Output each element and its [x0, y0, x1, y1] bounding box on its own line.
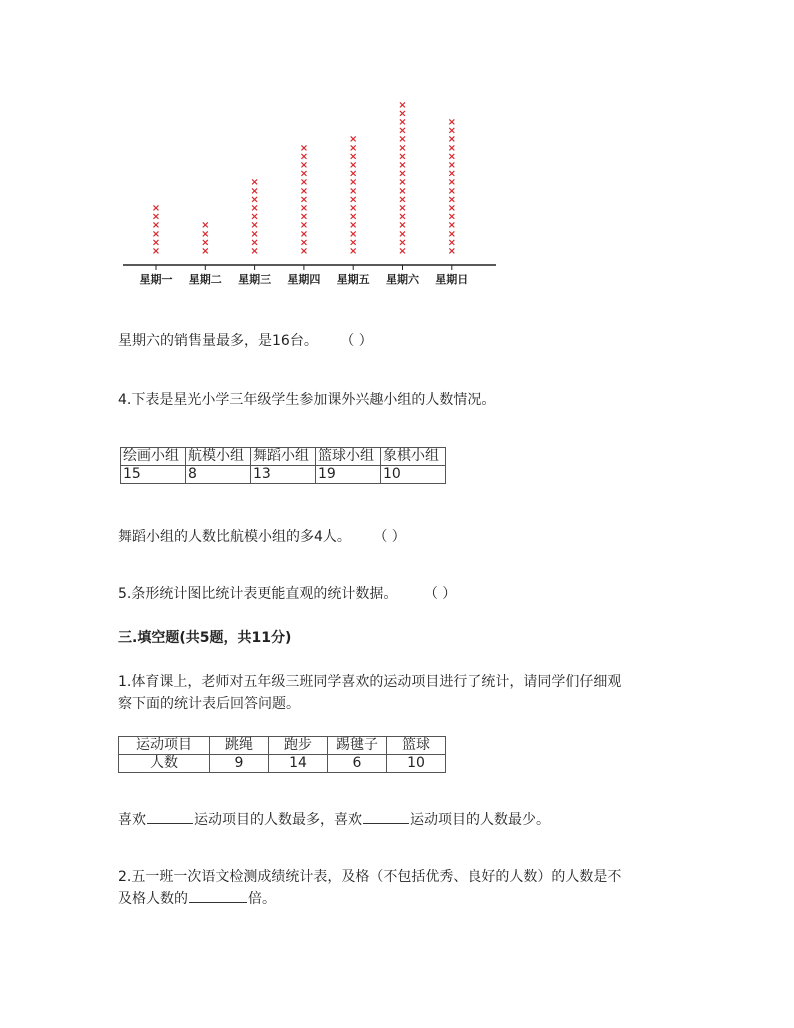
chart-column [349, 134, 357, 257]
q4-statement: 舞蹈小组的人数比航模小组的多4人。 [118, 529, 351, 545]
chart-marker: × [398, 125, 407, 137]
q3-statement: 星期六的销售量最多，是16台。 [118, 333, 318, 349]
chart-marker: × [349, 160, 358, 171]
chart-column [398, 100, 406, 257]
chart-marker: × [349, 177, 358, 189]
q5-answer-paren[interactable]: （ ） [423, 586, 457, 602]
q4-answer-paren[interactable]: （ ） [373, 529, 406, 545]
chart-marker: × [349, 237, 358, 249]
fq1-answer-part2: 运动项目的人数最多，喜欢 [194, 812, 362, 828]
fq1-line2: 察下面的统计表后回答问题。 [118, 696, 300, 712]
chart-marker: × [299, 203, 309, 214]
chart-marker: × [398, 185, 407, 197]
chart-marker: × [398, 134, 407, 146]
chart-marker: × [201, 220, 210, 232]
chart-marker: × [398, 194, 407, 206]
chart-marker: × [250, 177, 259, 189]
fq1-answer-part3: 运动项目的人数最少。 [410, 812, 550, 828]
chart-marker: × [151, 220, 161, 232]
chart-marker: × [447, 211, 456, 223]
table-header-cell: 篮球小组 [316, 448, 381, 466]
chart-marker: × [398, 228, 407, 240]
chart-marker: × [447, 151, 456, 163]
table-cell: 8 [186, 466, 251, 484]
section3-title: 三.填空题(共5题，共11分) [118, 630, 292, 646]
table-cell: 19 [316, 466, 381, 484]
table-cell: 15 [121, 466, 186, 484]
chart-marker: × [299, 151, 309, 163]
chart-marker: × [349, 194, 358, 206]
chart-marker: × [447, 203, 456, 214]
chart-marker: × [299, 142, 309, 154]
table-header-cell: 航模小组 [186, 448, 251, 466]
chart-category-label: 星期六 [386, 273, 419, 286]
q3-answer-paren[interactable]: （ ） [340, 333, 373, 349]
chart-marker: × [447, 125, 456, 137]
chart-marker: × [250, 185, 259, 197]
chart-column [201, 220, 209, 257]
chart-marker: × [250, 246, 259, 257]
chart-marker: × [201, 237, 210, 249]
table-header-cell: 舞蹈小组 [251, 448, 316, 466]
chart-marker: × [447, 220, 456, 232]
chart-marker: × [299, 160, 309, 171]
chart-marker: × [349, 220, 358, 232]
fq1-blank-most[interactable] [147, 809, 193, 824]
chart-marker: × [299, 168, 309, 180]
chart-marker: × [299, 228, 309, 240]
table-header-cell: 踢毽子 [328, 737, 387, 755]
chart-marker: × [250, 211, 259, 223]
table-cell: 10 [387, 755, 446, 773]
table-header-cell: 绘画小组 [121, 448, 186, 466]
chart-marker: × [250, 228, 259, 240]
table-row [121, 466, 446, 484]
chart-marker: × [299, 177, 309, 189]
fq1-answer-line [118, 809, 550, 830]
chart-marker: × [398, 246, 407, 257]
chart-marker: × [299, 246, 309, 257]
chart-marker: × [250, 237, 259, 249]
chart-column [250, 177, 258, 257]
q4-intro: 4.下表是星光小学三年级学生参加课外兴趣小组的人数情况。 [118, 392, 496, 408]
chart-column [152, 203, 160, 257]
chart-column [300, 143, 308, 257]
chart-category-label: 星期五 [336, 273, 370, 286]
chart-marker: × [447, 168, 456, 180]
chart-marker: × [447, 237, 456, 249]
table-cell: 10 [381, 466, 446, 484]
table-cell: 6 [328, 755, 387, 773]
chart-category-label: 星期四 [287, 273, 321, 286]
q5-statement: 5.条形统计图比统计表更能直观的统计数据。 [118, 586, 398, 602]
chart-marker: × [299, 185, 309, 197]
chart-marker: × [398, 99, 407, 111]
chart-marker: × [349, 185, 358, 197]
table-header-cell: 跳绳 [210, 737, 269, 755]
chart-marker: × [349, 203, 358, 214]
fq2-line2 [118, 888, 276, 909]
chart-marker: × [447, 134, 456, 146]
chart-marker: × [299, 220, 309, 232]
chart-marker: × [201, 246, 210, 257]
fq2-line2-prefix: 及格人数的 [118, 891, 188, 907]
chart-marker: × [299, 194, 309, 206]
fq2-blank[interactable] [189, 888, 247, 903]
chart-marker: × [299, 211, 309, 223]
chart-marker: × [447, 142, 456, 154]
interest-group-table [120, 447, 446, 484]
q3-statement-line [118, 331, 373, 351]
chart-marker: × [250, 194, 259, 206]
chart-marker: × [398, 151, 407, 163]
table-header-row [121, 448, 446, 466]
chart-marker: × [447, 160, 456, 171]
chart-category-label: 星期日 [435, 273, 469, 286]
chart-marker: × [447, 185, 456, 197]
chart-marker: × [349, 228, 358, 240]
table-cell: 9 [210, 755, 269, 773]
chart-marker: × [398, 237, 407, 249]
chart-marker: × [447, 194, 456, 206]
chart-marker: × [398, 117, 407, 128]
chart-marker: × [299, 237, 309, 249]
chart-marker: × [398, 177, 407, 189]
chart-marker: × [349, 246, 358, 257]
chart-marker: × [349, 168, 358, 180]
table-header-cell: 象棋小组 [381, 448, 446, 466]
table-row [119, 755, 446, 773]
table-header-cell: 篮球 [387, 737, 446, 755]
chart-category-label: 星期一 [139, 273, 173, 286]
chart-marker: × [349, 151, 358, 163]
table-cell: 13 [251, 466, 316, 484]
chart-marker: × [250, 220, 259, 232]
chart-marker: × [151, 211, 161, 223]
pictograph-chart [0, 0, 794, 300]
chart-marker: × [447, 246, 456, 257]
table-cell: 人数 [119, 755, 210, 773]
table-header-cell: 跑步 [269, 737, 328, 755]
chart-marker: × [447, 177, 456, 189]
fq1-blank-least[interactable] [363, 809, 409, 824]
chart-marker: × [398, 203, 407, 214]
fq1-answer-part1: 喜欢 [118, 812, 146, 828]
chart-marker: × [398, 108, 407, 120]
chart-marker: × [398, 142, 407, 154]
chart-marker: × [151, 203, 161, 214]
chart-marker: × [151, 246, 161, 257]
fq2-line2-suffix: 倍。 [248, 891, 276, 907]
chart-marker: × [447, 228, 456, 240]
chart-column [448, 117, 456, 257]
fq1-line1: 1.体育课上，老师对五年级三班同学喜欢的运动项目进行了统计，请同学们仔细观 [118, 674, 622, 690]
chart-marker: × [349, 211, 358, 223]
chart-marker: × [201, 228, 210, 240]
chart-marker: × [151, 228, 161, 240]
chart-marker: × [250, 203, 259, 214]
chart-marker: × [447, 117, 456, 128]
chart-category-label: 星期三 [238, 273, 272, 286]
fq2-line1: 2.五一班一次语文检测成绩统计表，及格（不包括优秀、良好的人数）的人数是不 [118, 869, 622, 885]
chart-category-label: 星期二 [188, 273, 222, 286]
table-header-cell: 运动项目 [119, 737, 210, 755]
q5-statement-line [118, 584, 456, 604]
chart-marker: × [398, 211, 407, 223]
chart-marker: × [349, 134, 358, 146]
table-cell: 14 [269, 755, 328, 773]
chart-marker: × [349, 142, 358, 154]
chart-marker: × [398, 160, 407, 171]
chart-marker: × [398, 168, 407, 180]
chart-marker: × [398, 220, 407, 232]
sports-table [118, 736, 446, 773]
table-header-row [119, 737, 446, 755]
q4-statement-line [118, 527, 406, 547]
chart-marker: × [151, 237, 161, 249]
